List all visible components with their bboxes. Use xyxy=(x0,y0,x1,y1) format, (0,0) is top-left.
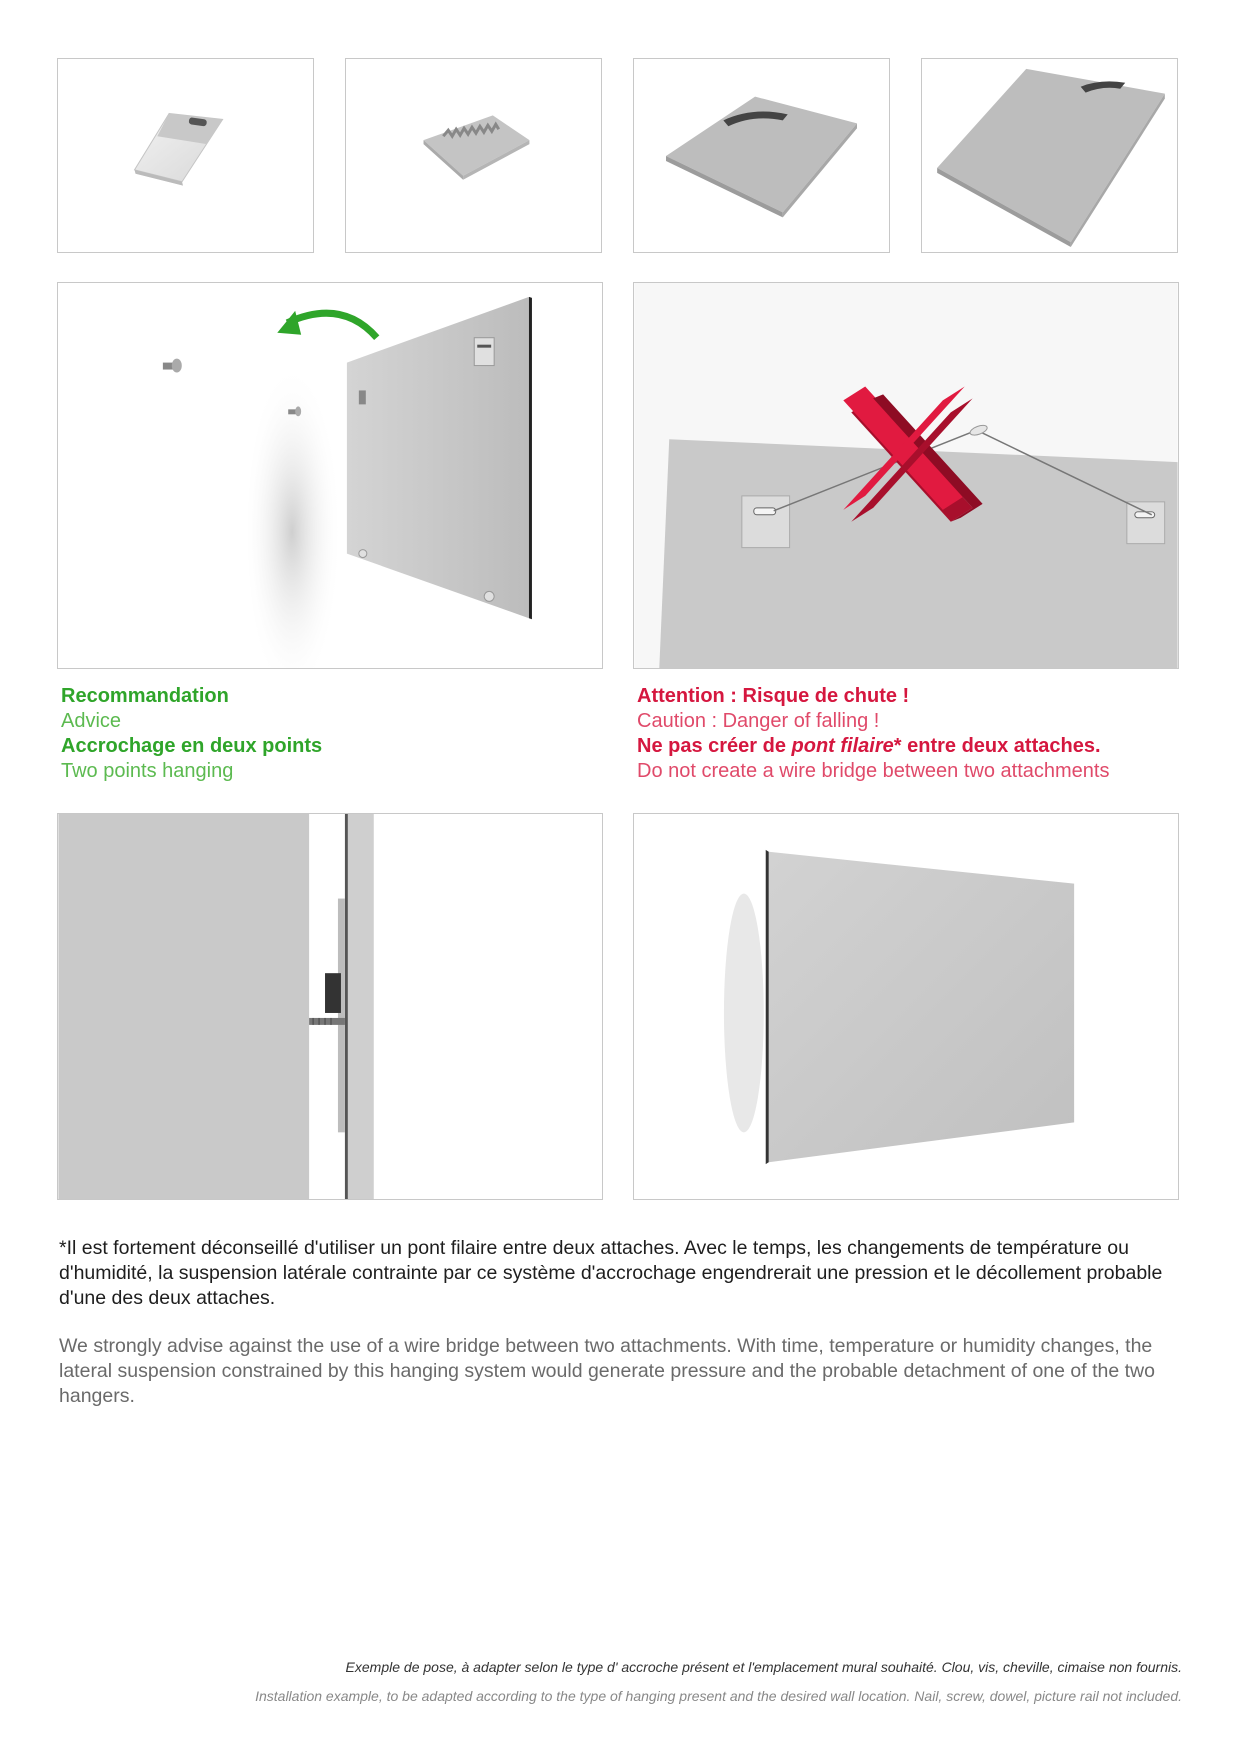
note-en: We strongly advise against the use of a wire bridge between two attachments. With time, temperature or humidity changes, the lateral suspension constrained by this hanging system would generate pressure and the probable detachment of one of the two hangers. xyxy=(59,1335,1155,1407)
warning-line-fr-end: * entre deux attaches. xyxy=(893,735,1101,757)
footer-fr: Exemple de pose, à adapter selon le type d' accroche présent et l'emplacement mural souhaité. Clou, vis, cheville, cimaise non fournis. xyxy=(345,1659,1182,1675)
warning-caption xyxy=(637,684,1197,784)
footer-en: Installation example, to be adapted according to the type of hanging present and the desired wall location. Nail, screw, dowel, picture rail not included. xyxy=(255,1688,1182,1704)
hanger-image-sawtooth xyxy=(345,58,602,253)
advice-title-fr: Recommandation xyxy=(61,685,229,707)
warning-line-en: Do not create a wire bridge between two attachments xyxy=(637,760,1110,782)
warning-title-fr: Attention : Risque de chute ! xyxy=(637,685,910,707)
advice-subtitle-fr: Accrochage en deux points xyxy=(61,735,323,757)
hanger-image-medium xyxy=(633,58,890,253)
warning-line-fr xyxy=(637,734,1197,759)
note-fr: *Il est fortement déconseillé d'utiliser un pont filaire entre deux attaches. Avec le temps, les changements de température ou d'humidité, la suspension latérale contrainte par ce système d'accrochage engendrerait une pression et le décollement probable d'une des deux attaches. xyxy=(59,1237,1163,1309)
hanger-image-small xyxy=(57,58,314,253)
wire-bridge-warning-image xyxy=(633,282,1179,669)
warning-title-en: Caution : Danger of falling ! xyxy=(637,710,880,732)
advice-subtitle-en: Two points hanging xyxy=(61,760,234,782)
warning-line-fr-emph: pont filaire xyxy=(791,735,894,757)
mounted-panel-image xyxy=(633,813,1179,1200)
advice-title-en: Advice xyxy=(61,710,122,732)
hanger-image-large xyxy=(921,58,1178,253)
advice-caption xyxy=(61,684,581,784)
warning-line-fr-start: Ne pas créer de xyxy=(637,735,792,757)
side-view-image xyxy=(57,813,603,1200)
two-point-hanging-image xyxy=(57,282,603,669)
